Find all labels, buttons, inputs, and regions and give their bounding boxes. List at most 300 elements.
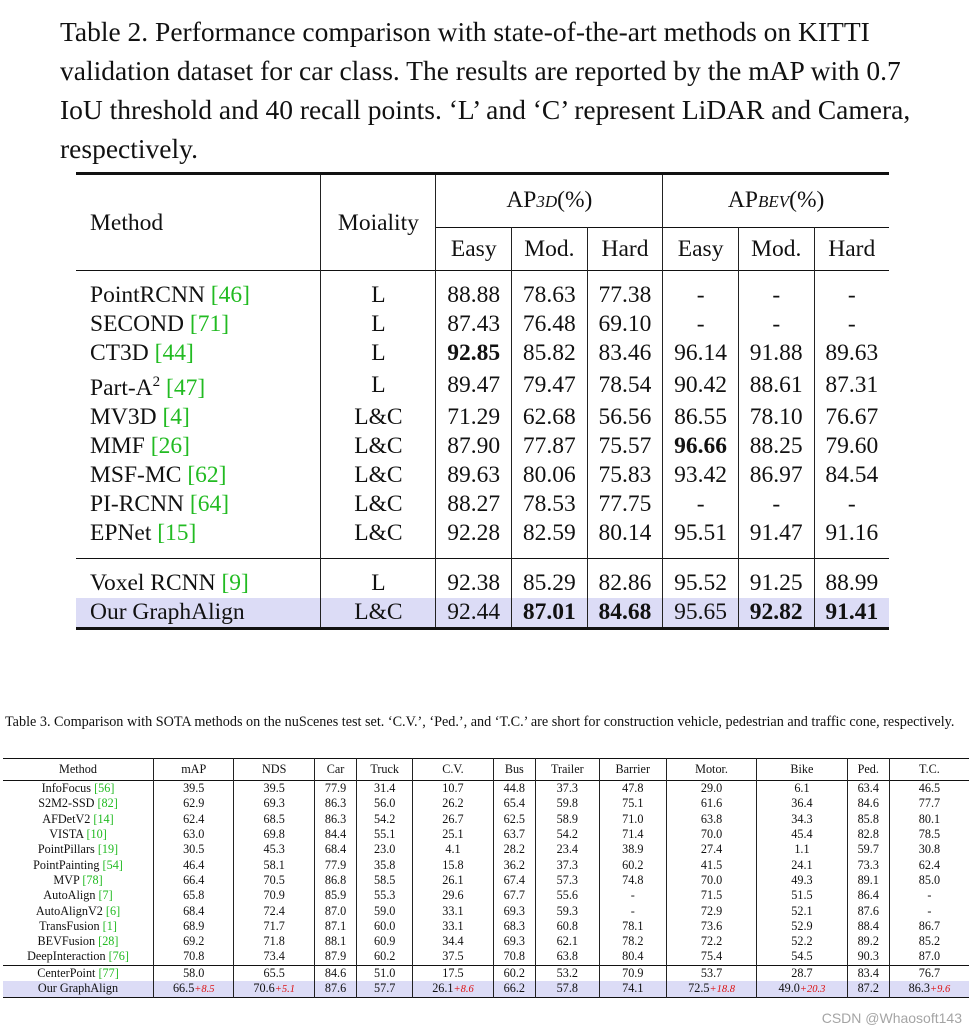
value-text: 46.4 xyxy=(183,857,205,872)
citation-link[interactable]: [82] xyxy=(97,796,118,811)
th-modality: Moiality xyxy=(321,174,436,271)
value-cell: - xyxy=(738,310,814,339)
value-text: 68.4 xyxy=(183,903,205,918)
value-cell: 86.97 xyxy=(738,461,814,490)
value-cell xyxy=(314,842,356,857)
value-text: 65.4 xyxy=(503,796,525,811)
method-name: MVP xyxy=(53,872,83,887)
th-hard-3d: Hard xyxy=(587,228,663,271)
value-cell xyxy=(599,981,666,998)
value-cell xyxy=(493,857,535,872)
value-cell xyxy=(314,934,356,949)
value-cell: 88.27 xyxy=(436,490,512,519)
value-text: 71.0 xyxy=(622,811,644,826)
value-text: 46.5 xyxy=(918,781,941,796)
value-cell xyxy=(847,873,889,888)
method-name: InfoFocus xyxy=(41,781,95,796)
value-cell xyxy=(357,827,413,842)
value-cell xyxy=(889,873,969,888)
value-cell: 78.63 xyxy=(512,271,588,311)
value-text: 58.1 xyxy=(263,857,285,872)
value-cell xyxy=(357,857,413,872)
value-cell xyxy=(154,812,234,827)
citation-link[interactable]: [9] xyxy=(221,569,249,596)
value-cell: 56.56 xyxy=(587,403,663,432)
value-text: 55.3 xyxy=(374,888,396,903)
value-cell xyxy=(599,781,666,797)
value-text: 86.7 xyxy=(918,918,941,933)
method-cell xyxy=(3,934,154,949)
table2-caption: Table 2. Performance comparison with state-of-the-art methods on KITTI validation dataset for car class. The results are reported by the mAP with 0.7 IoU threshold and 40 recall points. ‘L’ and ‘C’ represent LiDAR and Camera, respectively. xyxy=(60,16,911,164)
citation-link[interactable]: [14] xyxy=(93,811,114,826)
value-text: 70.5 xyxy=(263,872,285,887)
citation-link[interactable]: [78] xyxy=(82,872,103,887)
value-text: 45.4 xyxy=(791,827,813,842)
value-cell xyxy=(757,796,847,811)
value-cell xyxy=(599,796,666,811)
value-text: 31.4 xyxy=(374,781,396,796)
value-text: 86.3 xyxy=(908,980,930,995)
citation-link[interactable]: [62] xyxy=(187,461,227,488)
value-cell xyxy=(599,842,666,857)
value-cell xyxy=(357,796,413,811)
value-text: 82.8 xyxy=(857,827,879,842)
value-text: 71.4 xyxy=(622,827,644,842)
value-cell xyxy=(599,873,666,888)
table-row xyxy=(3,888,969,903)
value-cell xyxy=(889,812,969,827)
value-text: 68.5 xyxy=(263,811,285,826)
value-cell xyxy=(599,888,666,903)
value-text: 66.4 xyxy=(183,872,205,887)
value-cell xyxy=(847,949,889,965)
value-cell xyxy=(493,781,535,797)
value-text: 73.4 xyxy=(263,949,285,964)
watermark: CSDN @Whaosoft143 xyxy=(821,1010,962,1026)
value-text: 60.2 xyxy=(622,857,644,872)
value-text: 72.2 xyxy=(700,934,723,949)
value-text: 52.1 xyxy=(791,903,813,918)
value-cell xyxy=(314,781,356,797)
citation-link[interactable]: [44] xyxy=(154,340,194,366)
th-ap3d: AP3D(%) xyxy=(436,174,663,228)
value-cell: 91.88 xyxy=(738,339,814,368)
value-cell xyxy=(889,919,969,934)
table3-nuscenes xyxy=(3,758,969,998)
value-cell: 84.68 xyxy=(587,598,663,629)
value-cell xyxy=(666,981,756,998)
value-text: 61.6 xyxy=(700,796,723,811)
value-cell: 71.29 xyxy=(436,403,512,432)
value-text: 35.8 xyxy=(374,857,396,872)
method-cell xyxy=(3,919,154,934)
value-cell xyxy=(234,796,314,811)
value-cell: 95.51 xyxy=(663,519,739,559)
table2-kitti xyxy=(76,172,889,630)
value-cell: 91.41 xyxy=(814,598,889,629)
value-text: 63.4 xyxy=(857,781,879,796)
value-cell xyxy=(757,965,847,981)
value-text: 67.7 xyxy=(503,888,525,903)
value-text: 57.7 xyxy=(374,981,396,996)
value-cell xyxy=(357,903,413,918)
value-cell: 69.10 xyxy=(587,310,663,339)
value-cell xyxy=(535,842,599,857)
modality-cell: L&C xyxy=(321,490,436,519)
value-text: 85.9 xyxy=(324,888,347,903)
method-cell xyxy=(76,461,321,490)
value-text: 84.6 xyxy=(857,796,879,811)
table-row xyxy=(3,949,969,965)
value-text: 23.4 xyxy=(556,842,578,857)
value-cell xyxy=(889,981,969,998)
value-cell: 88.61 xyxy=(738,368,814,403)
value-cell: - xyxy=(663,490,739,519)
value-cell xyxy=(757,873,847,888)
value-text: 30.8 xyxy=(918,842,941,857)
method-cell xyxy=(76,558,321,598)
value-cell xyxy=(889,888,969,903)
value-cell xyxy=(314,827,356,842)
gain-text: +5.1 xyxy=(274,983,295,995)
value-cell xyxy=(413,965,493,981)
method-cell xyxy=(76,432,321,461)
value-text: 72.5 xyxy=(688,980,710,995)
value-cell xyxy=(154,934,234,949)
column-header: T.C. xyxy=(919,762,940,776)
value-text: 49.3 xyxy=(791,872,813,887)
value-cell xyxy=(757,903,847,918)
value-text: 62.5 xyxy=(503,811,525,826)
th-hard-bev: Hard xyxy=(814,228,889,271)
value-text: 27.4 xyxy=(700,842,723,857)
method-cell xyxy=(76,271,321,311)
value-cell xyxy=(493,812,535,827)
value-cell xyxy=(154,903,234,918)
value-cell xyxy=(314,796,356,811)
value-cell xyxy=(154,796,234,811)
value-cell xyxy=(413,857,493,872)
value-text: - xyxy=(927,888,932,903)
citation-link[interactable]: [6] xyxy=(105,903,121,918)
value-cell xyxy=(847,812,889,827)
value-text: 10.7 xyxy=(442,781,464,796)
citation-link[interactable]: [56] xyxy=(94,781,115,796)
table-row xyxy=(76,339,889,368)
value-text: 68.9 xyxy=(183,918,205,933)
value-cell xyxy=(154,842,234,857)
table-row xyxy=(76,432,889,461)
value-cell xyxy=(154,781,234,797)
value-cell xyxy=(154,981,234,998)
value-cell xyxy=(314,903,356,918)
value-text: 49.0 xyxy=(778,980,800,995)
value-cell: 96.66 xyxy=(663,432,739,461)
value-text: 84.6 xyxy=(324,965,347,980)
value-text: 45.3 xyxy=(263,842,285,857)
value-cell xyxy=(234,781,314,797)
method-name: S2M2-SSD xyxy=(38,796,98,811)
value-cell xyxy=(666,873,756,888)
value-cell xyxy=(493,919,535,934)
citation-link[interactable]: [19] xyxy=(97,842,119,857)
value-cell xyxy=(757,857,847,872)
method-cell xyxy=(3,842,154,857)
method-cell xyxy=(76,598,321,629)
value-cell xyxy=(314,888,356,903)
value-text: 75.1 xyxy=(622,796,644,811)
value-cell: 80.06 xyxy=(512,461,588,490)
value-cell xyxy=(757,812,847,827)
value-text: - xyxy=(630,888,635,903)
value-text: 85.0 xyxy=(918,872,941,887)
citation-link[interactable]: [4] xyxy=(162,403,190,430)
value-cell xyxy=(599,903,666,918)
value-text: 78.2 xyxy=(622,934,644,949)
value-text: 88.4 xyxy=(857,918,879,933)
value-text: 39.5 xyxy=(263,781,285,796)
value-cell xyxy=(493,934,535,949)
value-text: 34.3 xyxy=(791,811,813,826)
value-cell xyxy=(357,981,413,998)
method-name: DeepInteraction xyxy=(27,949,109,964)
value-text: 54.2 xyxy=(556,827,578,842)
value-cell xyxy=(535,857,599,872)
method-name: EPNet xyxy=(90,519,158,546)
value-text: 85.8 xyxy=(857,811,879,826)
value-text: 63.8 xyxy=(556,949,578,964)
value-cell xyxy=(234,949,314,965)
citation-link[interactable]: [26] xyxy=(150,432,190,459)
method-name: CenterPoint xyxy=(37,965,99,980)
value-cell: - xyxy=(663,271,739,311)
value-cell: - xyxy=(738,271,814,311)
value-cell xyxy=(154,873,234,888)
value-cell: 89.47 xyxy=(436,368,512,403)
value-cell xyxy=(154,919,234,934)
value-cell xyxy=(535,965,599,981)
value-cell xyxy=(847,842,889,857)
value-text: 39.5 xyxy=(183,781,205,796)
value-cell: 75.57 xyxy=(587,432,663,461)
value-text: 28.2 xyxy=(503,842,525,857)
value-cell xyxy=(757,919,847,934)
value-cell xyxy=(493,873,535,888)
table-row xyxy=(76,271,889,311)
value-text: 56.0 xyxy=(374,796,396,811)
column-header: Motor. xyxy=(666,759,756,781)
value-cell xyxy=(413,903,493,918)
value-cell xyxy=(757,934,847,949)
value-cell: 88.25 xyxy=(738,432,814,461)
modality-cell: L&C xyxy=(321,403,436,432)
value-cell xyxy=(535,827,599,842)
column-header: Truck xyxy=(357,759,413,781)
value-cell xyxy=(357,781,413,797)
value-text: 25.1 xyxy=(442,827,464,842)
value-cell xyxy=(314,965,356,981)
value-text: 72.9 xyxy=(700,903,723,918)
value-text: 4.1 xyxy=(445,842,461,857)
value-cell: 78.10 xyxy=(738,403,814,432)
table-row xyxy=(3,934,969,949)
value-cell xyxy=(889,934,969,949)
value-text: 60.8 xyxy=(556,918,578,933)
value-text: 87.0 xyxy=(918,949,941,964)
citation-link[interactable]: [1] xyxy=(102,918,117,933)
method-cell xyxy=(76,403,321,432)
value-cell xyxy=(535,812,599,827)
method-name: MV3D xyxy=(90,403,163,430)
value-cell xyxy=(234,888,314,903)
value-text: 54.5 xyxy=(791,949,813,964)
citation-link[interactable]: [7] xyxy=(98,888,113,903)
method-cell xyxy=(76,368,321,403)
value-text: 86.3 xyxy=(324,796,347,811)
value-text: 76.7 xyxy=(918,965,941,980)
method-name: PI-RCNN xyxy=(90,490,190,517)
value-text: 38.9 xyxy=(622,842,644,857)
value-text: 55.1 xyxy=(374,827,396,842)
value-text: 71.7 xyxy=(263,918,285,933)
citation-link[interactable]: [46] xyxy=(210,282,250,308)
value-cell xyxy=(889,903,969,918)
method-cell xyxy=(3,903,154,918)
value-text: 70.0 xyxy=(700,827,723,842)
citation-link[interactable]: [76] xyxy=(108,949,129,964)
value-text: 63.0 xyxy=(183,827,205,842)
method-cell xyxy=(76,519,321,559)
value-text: 87.9 xyxy=(324,949,347,964)
value-text: 77.9 xyxy=(324,857,347,872)
value-text: 1.1 xyxy=(794,842,810,857)
value-cell xyxy=(357,842,413,857)
value-cell xyxy=(666,888,756,903)
value-text: 26.7 xyxy=(442,811,464,826)
value-cell: 89.63 xyxy=(436,461,512,490)
value-cell: 91.47 xyxy=(738,519,814,559)
value-text: 59.0 xyxy=(374,903,396,918)
value-cell: 92.38 xyxy=(436,558,512,598)
citation-link[interactable]: [10] xyxy=(86,827,107,842)
value-cell: 92.44 xyxy=(436,598,512,629)
citation-link[interactable]: [47] xyxy=(166,374,206,401)
value-cell xyxy=(234,981,314,998)
value-text: 69.2 xyxy=(183,934,205,949)
method-name: PointPillars xyxy=(37,842,98,857)
table-row xyxy=(3,903,969,918)
value-cell xyxy=(154,857,234,872)
gain-text: +18.8 xyxy=(709,983,735,995)
table-row xyxy=(76,490,889,519)
th-mod-3d: Mod. xyxy=(512,228,588,271)
citation-link[interactable]: [71] xyxy=(189,311,230,337)
value-cell xyxy=(847,965,889,981)
value-cell xyxy=(535,796,599,811)
value-cell: - xyxy=(847,490,856,517)
value-cell: - xyxy=(738,490,814,519)
value-text: 60.0 xyxy=(374,918,396,933)
value-cell: - xyxy=(663,310,739,339)
value-text: 59.8 xyxy=(556,796,578,811)
value-text: 72.4 xyxy=(263,903,285,918)
value-text: 70.9 xyxy=(263,888,285,903)
value-text: 87.1 xyxy=(324,918,347,933)
value-cell xyxy=(757,949,847,965)
citation-link[interactable]: [15] xyxy=(157,519,197,546)
value-text: 84.4 xyxy=(324,827,347,842)
citation-link[interactable]: [54] xyxy=(102,857,123,872)
value-cell xyxy=(666,949,756,965)
value-cell: 92.28 xyxy=(436,519,512,559)
value-cell xyxy=(413,934,493,949)
value-text: 66.5 xyxy=(172,980,195,995)
value-text: 30.5 xyxy=(183,842,205,857)
gain-text: +8.6 xyxy=(453,983,474,995)
value-text: 58.5 xyxy=(374,872,396,887)
value-cell xyxy=(493,827,535,842)
value-cell xyxy=(535,981,599,998)
method-cell xyxy=(3,827,154,842)
value-text: - xyxy=(927,903,932,918)
value-cell xyxy=(666,796,756,811)
table-row xyxy=(76,558,889,598)
th-mod-bev: Mod. xyxy=(738,228,814,271)
value-text: 51.0 xyxy=(374,965,396,980)
column-header: Trailer xyxy=(535,759,599,781)
value-text: 75.4 xyxy=(700,949,723,964)
citation-link[interactable]: [28] xyxy=(98,934,119,949)
value-cell xyxy=(889,796,969,811)
citation-link[interactable]: [77] xyxy=(98,965,119,980)
value-cell xyxy=(666,827,756,842)
value-cell xyxy=(599,827,666,842)
method-cell xyxy=(3,888,154,903)
value-cell xyxy=(413,781,493,797)
value-cell: 75.83 xyxy=(587,461,663,490)
value-cell xyxy=(847,781,889,797)
modality-cell: L xyxy=(321,368,436,403)
value-text: 87.6 xyxy=(857,903,879,918)
table-row xyxy=(3,812,969,827)
value-text: 53.7 xyxy=(700,965,723,980)
modality-cell: L xyxy=(321,271,436,311)
value-text: 69.3 xyxy=(263,796,285,811)
value-cell: 95.52 xyxy=(663,558,739,598)
method-name: PointPainting xyxy=(33,857,103,872)
value-cell xyxy=(889,781,969,797)
column-header: Ped. xyxy=(847,759,889,781)
value-cell: 82.59 xyxy=(512,519,588,559)
value-text: 36.2 xyxy=(503,857,525,872)
table3-caption: Table 3. Comparison with SOTA methods on the nuScenes test set. ‘C.V.’, ‘Ped.’, and ‘T.C.’ are short for construction vehicle, pedestrian and traffic cone, respectively. xyxy=(5,714,955,730)
value-text: 69.3 xyxy=(503,934,525,949)
citation-link[interactable]: [64] xyxy=(189,490,230,517)
value-cell xyxy=(357,888,413,903)
value-text: 58.9 xyxy=(556,811,578,826)
value-cell xyxy=(493,965,535,981)
table-row xyxy=(3,827,969,842)
value-text: 78.5 xyxy=(918,827,941,842)
value-cell: 88.99 xyxy=(825,569,879,596)
value-cell xyxy=(666,812,756,827)
column-header: Barrier xyxy=(599,759,666,781)
value-cell: 87.43 xyxy=(436,310,512,339)
value-text: 6.1 xyxy=(794,781,810,796)
value-text: 57.8 xyxy=(556,981,578,996)
value-cell xyxy=(413,981,493,998)
modality-cell: L xyxy=(321,558,436,598)
